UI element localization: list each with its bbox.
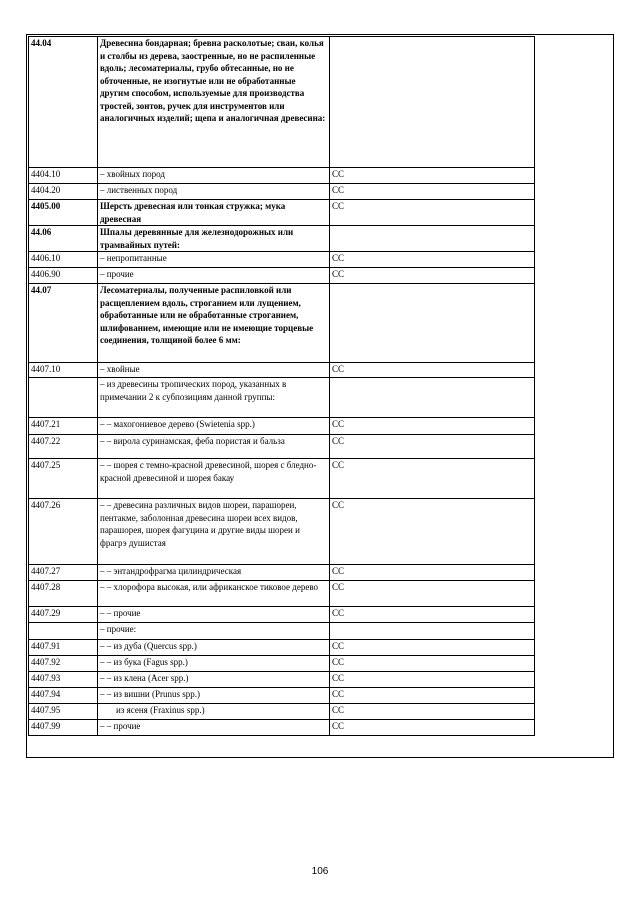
- hs-code-cell: 4407.91: [29, 640, 98, 656]
- tariff-table-body: [29, 37, 535, 736]
- tariff-table: [28, 36, 535, 736]
- description-cell: – из древесины тропических пород, указанных в примечании 2 к субпозициям данной группы:: [98, 378, 330, 418]
- certification-cell: СС: [330, 459, 535, 499]
- certification-cell: СС: [330, 688, 535, 704]
- table-row: [29, 168, 535, 184]
- hs-code-cell: 4407.26: [29, 499, 98, 565]
- description-cell: – прочие:: [98, 623, 330, 640]
- hs-code-cell: 4407.10: [29, 363, 98, 378]
- table-row: [29, 720, 535, 736]
- table-row: [29, 226, 535, 252]
- hs-code-cell: 4407.99: [29, 720, 98, 736]
- hs-code-cell: 4404.20: [29, 184, 98, 200]
- table-row: [29, 268, 535, 284]
- certification-cell: СС: [330, 581, 535, 607]
- hs-code-cell: 4407.94: [29, 688, 98, 704]
- description-cell: Древесина бондарная; бревна расколотые; сваи, колья и столбы из дерева, заостренные, но не распиленные вдоль; лесоматериалы, грубо обтесанные, но не обточенные, не изогнутые или не обработанные другим способом, используемые для производства тростей, зонтов, ручек для инструментов или аналогичных изделий; щепа и аналогичная древесина:: [98, 37, 330, 168]
- hs-code-cell: 4406.10: [29, 252, 98, 268]
- description-cell: Шерсть древесная или тонкая стружка; мука древесная: [98, 200, 330, 226]
- certification-cell: СС: [330, 168, 535, 184]
- description-cell: – хвойные: [98, 363, 330, 378]
- description-cell: – лиственных пород: [98, 184, 330, 200]
- description-cell: – – прочие: [98, 607, 330, 623]
- certification-cell: СС: [330, 184, 535, 200]
- certification-cell: СС: [330, 363, 535, 378]
- page-number: 106: [311, 866, 329, 877]
- hs-code-cell: 4407.29: [29, 607, 98, 623]
- hs-code-cell: 4407.25: [29, 459, 98, 499]
- certification-cell: СС: [330, 565, 535, 581]
- table-row: [29, 581, 535, 607]
- table-row: [29, 704, 535, 720]
- table-row: [29, 623, 535, 640]
- certification-cell: СС: [330, 200, 535, 226]
- table-row: [29, 672, 535, 688]
- certification-cell: СС: [330, 672, 535, 688]
- hs-code-cell: 4407.92: [29, 656, 98, 672]
- table-row: [29, 640, 535, 656]
- description-cell: – – энтандрофрагма цилиндрическая: [98, 565, 330, 581]
- table-row: [29, 284, 535, 363]
- table-row: [29, 459, 535, 499]
- certification-cell: [330, 284, 535, 363]
- hs-code-cell: 44.06: [29, 226, 98, 252]
- table-row: [29, 656, 535, 672]
- table-row: [29, 607, 535, 623]
- certification-cell: [330, 37, 535, 168]
- description-cell: – – из дуба (Quercus spp.): [98, 640, 330, 656]
- description-cell: – – хлорофора высокая, или африканское тиковое дерево: [98, 581, 330, 607]
- hs-code-cell: 4406.90: [29, 268, 98, 284]
- table-row: [29, 37, 535, 168]
- certification-cell: [330, 623, 535, 640]
- table-row: [29, 499, 535, 565]
- description-cell: – – из бука (Fagus spp.): [98, 656, 330, 672]
- description-cell: – – прочие: [98, 720, 330, 736]
- hs-code-cell: [29, 623, 98, 640]
- certification-cell: СС: [330, 252, 535, 268]
- certification-cell: СС: [330, 720, 535, 736]
- description-cell: – – махогониевое дерево (Swietenia spp.): [98, 418, 330, 435]
- table-row: [29, 200, 535, 226]
- description-cell: – – шорея с темно-красной древесиной, шорея с бледно-красной древесиной и шорея бакау: [98, 459, 330, 499]
- hs-code-cell: 4407.21: [29, 418, 98, 435]
- description-cell: – непропитанные: [98, 252, 330, 268]
- description-cell: – – из вишни (Prunus spp.): [98, 688, 330, 704]
- table-row: [29, 252, 535, 268]
- table-row: [29, 378, 535, 418]
- table-row: [29, 688, 535, 704]
- description-cell: – хвойных пород: [98, 168, 330, 184]
- certification-cell: СС: [330, 435, 535, 459]
- hs-code-cell: [29, 378, 98, 418]
- hs-code-cell: 4407.28: [29, 581, 98, 607]
- description-cell: – – древесина различных видов шореи, парашореи, пентакме, заболонная древесина шореи всех видов, парашорея, шорея фагуцина и другие виды шореи и фрагрэ душистая: [98, 499, 330, 565]
- table-row: [29, 418, 535, 435]
- hs-code-cell: 44.04: [29, 37, 98, 168]
- description-cell: – – вирола суринамская, феба пористая и бальза: [98, 435, 330, 459]
- certification-cell: [330, 226, 535, 252]
- certification-cell: СС: [330, 607, 535, 623]
- description-cell: из ясеня (Fraxinus spp.): [98, 704, 330, 720]
- certification-cell: [330, 378, 535, 418]
- description-cell: Лесоматериалы, полученные распиловкой или расщеплением вдоль, строганием или лущением, обработанные или не обработанные строганием, шлифованием, имеющие или не имеющие торцевые соединения, толщиной более 6 мм:: [98, 284, 330, 363]
- certification-cell: СС: [330, 418, 535, 435]
- table-row: [29, 184, 535, 200]
- certification-cell: СС: [330, 499, 535, 565]
- certification-cell: СС: [330, 704, 535, 720]
- certification-cell: СС: [330, 268, 535, 284]
- hs-code-cell: 4407.93: [29, 672, 98, 688]
- table-row: [29, 435, 535, 459]
- description-cell: – – из клена (Acer spp.): [98, 672, 330, 688]
- hs-code-cell: 4405.00: [29, 200, 98, 226]
- table-row: [29, 363, 535, 378]
- hs-code-cell: 4404.10: [29, 168, 98, 184]
- hs-code-cell: 4407.22: [29, 435, 98, 459]
- table-row: [29, 565, 535, 581]
- certification-cell: СС: [330, 640, 535, 656]
- hs-code-cell: 4407.27: [29, 565, 98, 581]
- description-cell: – прочие: [98, 268, 330, 284]
- hs-code-cell: 4407.95: [29, 704, 98, 720]
- certification-cell: СС: [330, 656, 535, 672]
- hs-code-cell: 44.07: [29, 284, 98, 363]
- description-cell: Шпалы деревянные для железнодорожных или трамвайных путей:: [98, 226, 330, 252]
